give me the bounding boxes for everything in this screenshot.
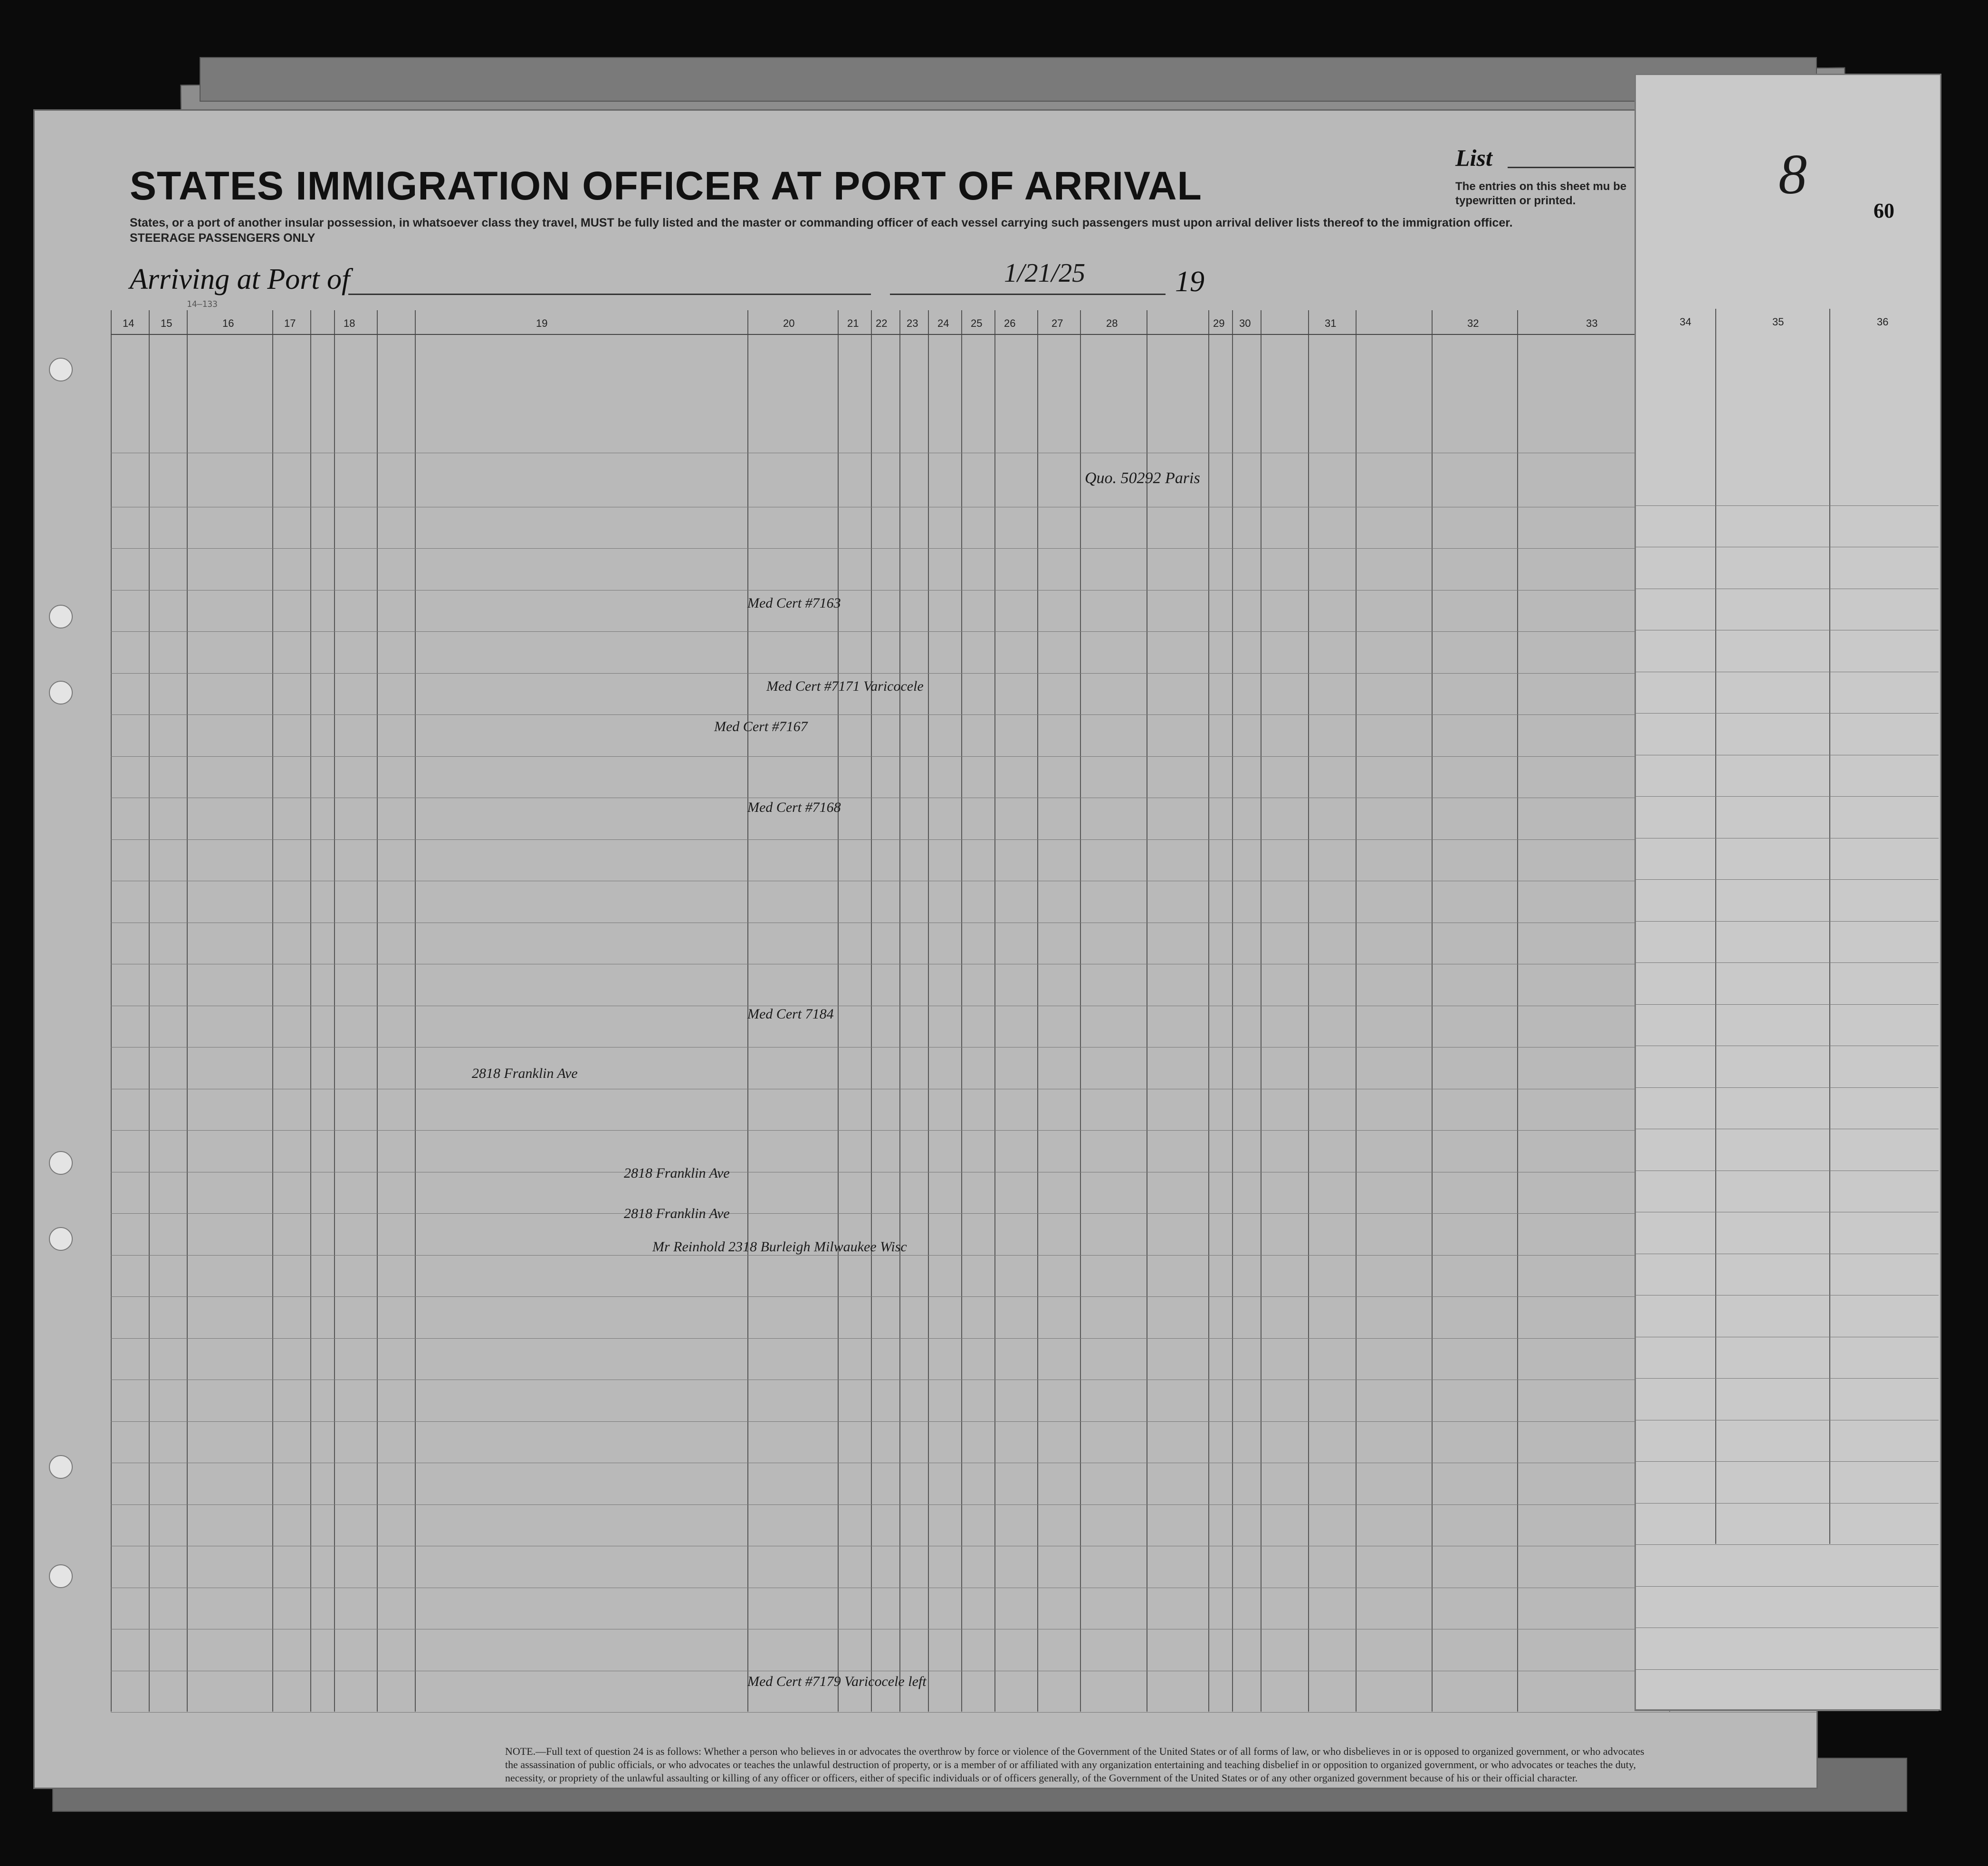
manifest-table xyxy=(111,310,1816,1712)
instructions-line: States, or a port of another insular possession, in whatsoever class they travel, MUST be fully listed and the master or commanding officer of each vessel carrying such passengers must upon arrival deliver lists thereof to the immigration officer. xyxy=(130,216,1513,229)
visa-row-rule xyxy=(1634,1461,1939,1462)
handwritten-address: 2818 Franklin Ave xyxy=(624,1165,730,1181)
visa-row xyxy=(1634,1588,1939,1630)
table-row xyxy=(111,1590,1816,1631)
handwritten-med-cert: Med Cert #7168 xyxy=(747,800,841,815)
page-title: STATES IMMIGRATION OFFICER AT PORT OF ARRIVAL xyxy=(130,163,1202,208)
table-row xyxy=(111,1257,1816,1299)
column-number: 27 xyxy=(1051,317,1063,329)
column-number: 17 xyxy=(284,317,296,329)
visa-row xyxy=(1634,549,1939,590)
column-number: 18 xyxy=(344,317,355,329)
visa-row xyxy=(1634,632,1939,674)
steerage-label: STEERAGE PASSENGERS ONLY xyxy=(130,231,315,245)
visa-row-rule xyxy=(1634,1544,1939,1545)
column-number: 25 xyxy=(971,317,983,329)
table-row xyxy=(111,1174,1816,1216)
column-number: 22 xyxy=(876,317,888,329)
table-row xyxy=(111,1091,1816,1133)
table-row xyxy=(111,467,1816,509)
visa-row xyxy=(1634,674,1939,715)
visa-row xyxy=(1634,507,1939,549)
visa-row xyxy=(1634,1131,1939,1172)
handwritten-med-cert: Med Cert 7184 xyxy=(747,1006,834,1022)
visa-row-rule xyxy=(1634,879,1939,880)
punch-hole xyxy=(49,1564,73,1588)
table-row xyxy=(111,966,1816,1008)
visa-table xyxy=(1634,309,1939,1710)
punch-hole xyxy=(49,1227,73,1251)
handwritten-med-cert: Med Cert #7171 Varicocele xyxy=(766,678,924,694)
column-number: 20 xyxy=(783,317,795,329)
visa-row-rule xyxy=(1634,713,1939,714)
visa-row xyxy=(1634,923,1939,965)
table-row xyxy=(111,1298,1816,1340)
visa-row xyxy=(1634,1256,1939,1297)
column-number: 32 xyxy=(1467,317,1479,329)
arriving-label: Arriving at Port of xyxy=(130,263,350,295)
visa-row xyxy=(1634,590,1939,632)
handwritten-quota: Quo. 50292 Paris xyxy=(1085,469,1200,487)
table-row xyxy=(111,1381,1816,1423)
visa-row-rule xyxy=(1634,1586,1939,1587)
sheet-number: 60 xyxy=(1873,199,1894,222)
punch-hole xyxy=(49,1151,73,1175)
visa-row xyxy=(1634,757,1939,799)
column-number: 30 xyxy=(1239,317,1251,329)
visa-row xyxy=(1634,1380,1939,1422)
column-number: 35 xyxy=(1772,316,1784,328)
table-row xyxy=(111,1506,1816,1548)
table-row xyxy=(111,1673,1816,1714)
visa-row xyxy=(1634,1006,1939,1048)
instructions-text xyxy=(130,215,1626,246)
table-row xyxy=(111,1631,1816,1673)
visa-row xyxy=(1634,1339,1939,1380)
visa-row-rule xyxy=(1634,1378,1939,1379)
year-label: 19 xyxy=(1175,266,1204,298)
table-row xyxy=(111,716,1816,758)
visa-row-rule xyxy=(1634,505,1939,506)
table-row xyxy=(111,1340,1816,1382)
form-code: 14—133 xyxy=(187,299,218,309)
table-row xyxy=(111,1132,1816,1174)
visa-row-rule xyxy=(1634,921,1939,922)
visa-row-rule xyxy=(1634,1503,1939,1504)
visa-row xyxy=(1634,1505,1939,1547)
manifest-page xyxy=(33,109,1818,1789)
handwritten-med-cert: Med Cert #7167 xyxy=(714,719,808,734)
visa-row-rule xyxy=(1634,1669,1939,1670)
table-row xyxy=(111,592,1816,634)
punch-hole xyxy=(49,358,73,381)
punch-hole xyxy=(49,1455,73,1479)
footnote: NOTE.—Full text of question 24 is as follows: Whether a person who believes in or advocates the overthrow by force or violence of the Government of the United States or of all forms of law, or who disbelieves in or is opposed to organized government, or who advocates the assassination of public officials, or who advocates or teaches the unlawful destruction of property, or is a member of or affiliated with any organization entertaining and teaching disbelief in or opposition to organized government, or who advocates or teaches the duty, necessity, or propriety of the unlawful assaulting or killing of any officer or officers, either of specific individuals or of officers generally, of the Government of the United States or of any other organized government because of his or their official character. xyxy=(505,1745,1644,1784)
date-blank-line xyxy=(890,294,1166,295)
column-number: 24 xyxy=(937,317,949,329)
visa-row xyxy=(1634,964,1939,1006)
table-row xyxy=(111,1049,1816,1091)
column-number: 23 xyxy=(907,317,918,329)
table-row xyxy=(111,1548,1816,1590)
column-number: 21 xyxy=(847,317,859,329)
visa-row xyxy=(1634,1172,1939,1214)
port-blank-line xyxy=(348,294,871,295)
visa-row xyxy=(1634,1422,1939,1464)
handwritten-address: 2818 Franklin Ave xyxy=(472,1066,578,1081)
table-row xyxy=(111,841,1816,883)
visa-row-rule xyxy=(1634,1087,1939,1088)
list-label: List xyxy=(1455,144,1492,171)
column-number: 29 xyxy=(1213,317,1225,329)
column-number: 28 xyxy=(1106,317,1118,329)
handwritten-med-cert: Med Cert #7179 Varicocele left xyxy=(747,1674,927,1689)
table-row xyxy=(111,633,1816,675)
column-number: 36 xyxy=(1877,316,1889,328)
visa-row xyxy=(1634,1671,1939,1713)
column-number: 34 xyxy=(1680,316,1692,328)
visa-row xyxy=(1634,715,1939,757)
entries-note: The entries on this sheet mu be typewritten or printed. xyxy=(1455,180,1627,207)
table-row xyxy=(111,1215,1816,1257)
visa-row xyxy=(1634,1214,1939,1256)
visa-row xyxy=(1634,1463,1939,1505)
table-row xyxy=(111,509,1816,551)
handwritten-med-cert: Med Cert #7163 xyxy=(747,595,841,611)
column-number: 31 xyxy=(1325,317,1337,329)
table-row xyxy=(111,675,1816,717)
visa-row xyxy=(1634,1629,1939,1671)
visa-row xyxy=(1634,1047,1939,1089)
visa-row xyxy=(1634,1546,1939,1588)
background-sheet xyxy=(200,57,1817,102)
table-row xyxy=(111,800,1816,841)
column-number: 19 xyxy=(536,317,548,329)
handwritten-address: 2818 Franklin Ave xyxy=(624,1206,730,1221)
table-row xyxy=(111,1008,1816,1049)
visa-row-rule xyxy=(1634,796,1939,797)
column-number: 33 xyxy=(1586,317,1598,329)
handwritten-list-number: 8 xyxy=(1778,143,1807,206)
header-rule xyxy=(111,334,1816,335)
visa-row xyxy=(1634,840,1939,882)
handwritten-address: Mr Reinhold 2318 Burleigh Milwaukee Wisc xyxy=(652,1239,907,1255)
visa-row-rule xyxy=(1634,962,1939,963)
handwritten-date: 1/21/25 xyxy=(1004,258,1086,288)
table-row xyxy=(111,924,1816,966)
visa-row-rule xyxy=(1634,1004,1939,1005)
column-number: 26 xyxy=(1004,317,1016,329)
column-number: 15 xyxy=(161,317,172,329)
table-row xyxy=(111,758,1816,800)
visa-row xyxy=(1634,1089,1939,1131)
punch-hole xyxy=(49,681,73,705)
table-row xyxy=(111,550,1816,592)
visa-row xyxy=(1634,466,1939,507)
visa-row xyxy=(1634,798,1939,840)
table-row xyxy=(111,1423,1816,1465)
column-number: 14 xyxy=(123,317,134,329)
punch-hole xyxy=(49,605,73,628)
table-row xyxy=(111,883,1816,924)
column-number: 16 xyxy=(222,317,234,329)
visa-row xyxy=(1634,1297,1939,1339)
visa-row xyxy=(1634,881,1939,923)
table-row xyxy=(111,1465,1816,1506)
